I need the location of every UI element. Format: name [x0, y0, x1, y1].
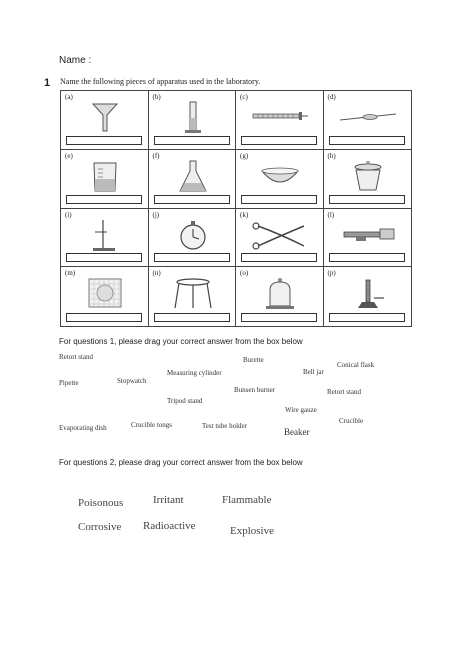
question-number: 1 — [44, 77, 51, 89]
answer-evaporating-dish[interactable]: Evaporating dish — [59, 424, 107, 432]
crucible-icon — [338, 159, 398, 193]
stopwatch-icon — [163, 218, 223, 252]
answer-stopwatch[interactable]: Stopwatch — [117, 377, 147, 385]
apparatus-cell-g — [236, 150, 324, 209]
cell-label: (f) — [152, 151, 160, 160]
cell-label: (m) — [65, 269, 76, 278]
cell-label: (d) — [327, 93, 336, 101]
cell-label: (c) — [240, 93, 248, 101]
apparatus-cell-j — [149, 209, 237, 268]
cell-label: (k) — [240, 210, 249, 219]
apparatus-cell-h — [324, 150, 412, 209]
cell-label: (b) — [152, 93, 161, 101]
question1-instruction: For questions 1, please drag your correct answer from the box below — [59, 337, 303, 346]
answer-poisonous[interactable]: Poisonous — [78, 497, 124, 509]
apparatus-cell-a — [61, 91, 149, 150]
burette-icon — [250, 100, 310, 134]
apparatus-cell-i — [61, 209, 149, 268]
answer-retort-stand[interactable]: Retort stand — [59, 353, 94, 361]
answer-box[interactable] — [329, 253, 405, 262]
answer-beaker[interactable]: Beaker — [284, 427, 310, 437]
apparatus-cell-m — [61, 267, 149, 326]
retort-stand-icon — [75, 218, 135, 252]
cell-label: (l) — [327, 210, 335, 219]
test-tube-holder-icon — [338, 218, 398, 252]
answer-measuring-cylinder[interactable]: Measuring cylinder — [167, 369, 222, 377]
cell-label: (i) — [65, 210, 72, 219]
apparatus-grid — [60, 90, 412, 327]
cell-label: (g) — [240, 151, 249, 160]
apparatus-cell-l — [324, 209, 412, 268]
answer-tripod-stand[interactable]: Tripod stand — [167, 397, 203, 405]
answer-flammable[interactable]: Flammable — [222, 494, 272, 506]
answer-irritant[interactable]: Irritant — [153, 494, 184, 506]
answer-test-tube-holder[interactable]: Test tube holder — [202, 422, 247, 430]
question-instruction: Name the following pieces of apparatus used in the laboratory. — [60, 77, 261, 86]
answer-box[interactable] — [66, 195, 142, 204]
answer-box[interactable] — [329, 195, 405, 204]
cell-label: (h) — [327, 151, 336, 160]
answer-retort-stand-2[interactable]: Retort stand — [327, 388, 362, 396]
evaporating-dish-icon — [250, 159, 310, 193]
conical-flask-icon — [163, 159, 223, 193]
answer-crucible-tongs[interactable]: Crucible tongs — [131, 421, 173, 429]
cell-label: (e) — [65, 151, 73, 160]
apparatus-cell-o — [236, 267, 324, 326]
answer-box[interactable] — [66, 313, 142, 322]
answer-bell-jar[interactable]: Bell jar — [303, 368, 324, 376]
cell-label: (n) — [152, 269, 161, 278]
wire-gauze-icon — [75, 276, 135, 310]
answer-box[interactable] — [154, 313, 230, 322]
beaker-icon — [75, 159, 135, 193]
answer-radioactive[interactable]: Radioactive — [143, 520, 196, 532]
question2-instruction: For questions 2, please drag your correct answer from the box below — [59, 458, 303, 467]
apparatus-cell-c — [236, 91, 324, 150]
measuring-cylinder-icon — [163, 100, 223, 134]
bell-jar-icon — [250, 276, 310, 310]
answer-explosive[interactable]: Explosive — [230, 525, 274, 537]
answer-box[interactable] — [329, 313, 405, 322]
answer-crucible[interactable]: Crucible — [339, 417, 364, 425]
answer-conical-flask[interactable]: Conical flask — [337, 361, 375, 369]
answer-pipette[interactable]: Pipette — [59, 379, 79, 387]
answer-box[interactable] — [329, 136, 405, 145]
apparatus-cell-k — [236, 209, 324, 268]
apparatus-cell-n — [149, 267, 237, 326]
apparatus-cell-b — [149, 91, 237, 150]
tripod-stand-icon — [163, 276, 223, 310]
answer-box[interactable] — [66, 253, 142, 262]
cell-label: (j) — [152, 210, 160, 219]
bunsen-burner-icon — [338, 276, 398, 310]
answer-wire-gauze[interactable]: Wire gauze — [285, 406, 317, 414]
answer-box[interactable] — [154, 253, 230, 262]
apparatus-cell-e — [61, 150, 149, 209]
answer-bunsen-burner[interactable]: Bunsen burner — [234, 386, 276, 394]
cell-label: (p) — [327, 269, 336, 278]
crucible-tongs-icon — [250, 218, 310, 252]
answer-box[interactable] — [241, 313, 317, 322]
answer-box[interactable] — [154, 195, 230, 204]
answer-box[interactable] — [241, 253, 317, 262]
pipette-icon — [338, 100, 398, 134]
answer-box[interactable] — [154, 136, 230, 145]
answer-burette[interactable]: Burette — [243, 356, 264, 364]
apparatus-cell-d — [324, 91, 412, 150]
cell-label: (o) — [240, 269, 249, 278]
cell-label: (a) — [65, 93, 73, 101]
answer-box[interactable] — [66, 136, 142, 145]
answer-box[interactable] — [241, 195, 317, 204]
apparatus-cell-p — [324, 267, 412, 326]
apparatus-cell-f — [149, 150, 237, 209]
funnel-icon — [75, 100, 135, 134]
name-label: Name : — [59, 55, 92, 66]
answer-box[interactable] — [241, 136, 317, 145]
answer-corrosive[interactable]: Corrosive — [78, 521, 122, 533]
